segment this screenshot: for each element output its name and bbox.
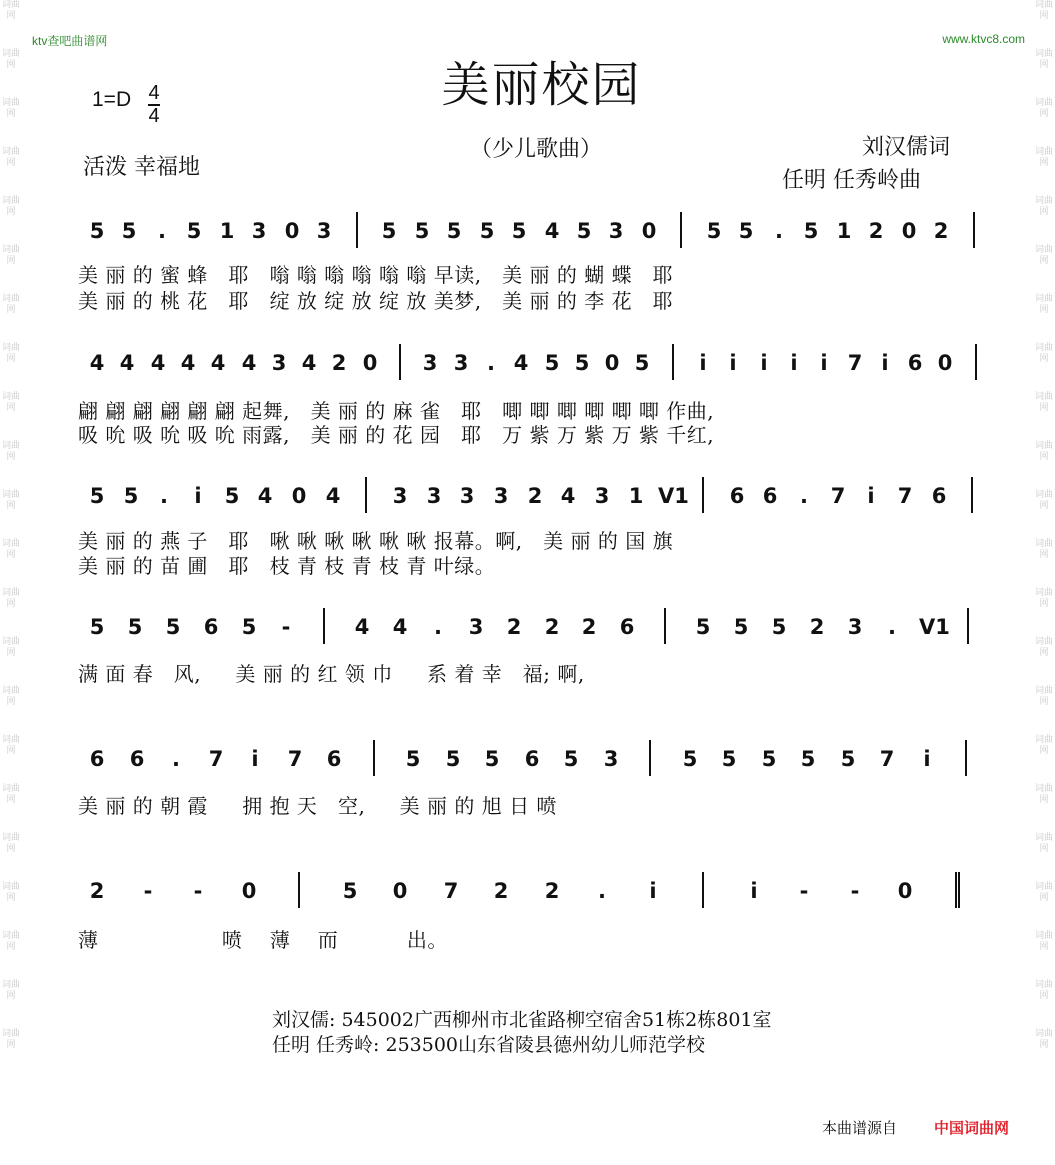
note: 3 (392, 484, 408, 508)
staff-row-3 (86, 483, 995, 523)
note: . (158, 219, 166, 243)
lyric-line: 薄 喷 薄 而 出。 (78, 928, 448, 952)
staff-row-1 (86, 218, 995, 258)
note: 0 (937, 351, 953, 375)
edge-watermark-text: 词曲网 (1, 882, 20, 903)
edge-watermark-text: 词曲网 (1034, 98, 1053, 119)
note: i (923, 747, 931, 771)
edge-watermark-text: 词曲网 (1034, 833, 1053, 854)
note: 4 (392, 615, 408, 639)
note: 4 (544, 219, 560, 243)
note: 4 (560, 484, 576, 508)
edge-watermark-text: 词曲网 (1034, 1029, 1053, 1050)
note: 5 (574, 351, 590, 375)
note: i (729, 351, 737, 375)
right-edge-watermark (1033, 0, 1055, 1165)
note: 5 (803, 219, 819, 243)
note: i (699, 351, 707, 375)
note: 3 (459, 484, 475, 508)
note: 5 (186, 219, 202, 243)
source-name: 中国词曲网 (934, 1120, 1010, 1137)
note: 5 (89, 615, 105, 639)
bar-line (664, 608, 666, 644)
note: 0 (897, 879, 913, 903)
time-signature (148, 83, 160, 127)
bar-line (967, 608, 969, 644)
note: . (487, 351, 495, 375)
note: 4 (89, 351, 105, 375)
composer-credit: 任明 任秀岭曲 (782, 168, 921, 193)
note: 7 (287, 747, 303, 771)
bar-line (702, 477, 704, 513)
edge-watermark-text: 词曲网 (1034, 49, 1053, 70)
note: 6 (729, 484, 745, 508)
note: 5 (706, 219, 722, 243)
note: . (775, 219, 783, 243)
note: 6 (931, 484, 947, 508)
edge-watermark-text: 词曲网 (1, 343, 20, 364)
lyric-line: 满 面 春 风, 美 丽 的 红 领 巾 系 着 幸 福; 啊, (78, 662, 585, 686)
edge-watermark-text: 词曲网 (1, 490, 20, 511)
edge-watermark-text: 词曲网 (1, 49, 20, 70)
bar-line (399, 344, 401, 380)
note: 4 (354, 615, 370, 639)
bar-line (971, 477, 973, 513)
note: 2 (331, 351, 347, 375)
left-edge-watermark (0, 0, 22, 1165)
note: 7 (897, 484, 913, 508)
note: 5 (121, 219, 137, 243)
edge-watermark-text: 词曲网 (1034, 588, 1053, 609)
note: i (820, 351, 828, 375)
edge-watermark-text: 词曲网 (1034, 735, 1053, 756)
note: 3 (847, 615, 863, 639)
edge-watermark-text: 词曲网 (1, 441, 20, 462)
note: 5 (224, 484, 240, 508)
note: 1 (628, 484, 644, 508)
note: 5 (761, 747, 777, 771)
note: 3 (426, 484, 442, 508)
note: 2 (89, 879, 105, 903)
note: 5 (445, 747, 461, 771)
edge-watermark-text: 词曲网 (1034, 882, 1053, 903)
edge-watermark-text: 词曲网 (1034, 196, 1053, 217)
note: . (172, 747, 180, 771)
note: . (160, 484, 168, 508)
note: 6 (524, 747, 540, 771)
note: 0 (901, 219, 917, 243)
note: 3 (316, 219, 332, 243)
bar-line (649, 740, 651, 776)
subtitle: （少儿歌曲） (470, 137, 603, 162)
note: 5 (381, 219, 397, 243)
note: 2 (527, 484, 543, 508)
note: 0 (291, 484, 307, 508)
note: 0 (392, 879, 408, 903)
edge-watermark-text: 词曲网 (1034, 441, 1053, 462)
lyric-line: 美 丽 的 燕 子 耶 啾 啾 啾 啾 啾 啾 报幕。啊, 美 丽 的 国 旗 (78, 529, 674, 553)
edge-watermark-text: 词曲网 (1, 294, 20, 315)
note: - (281, 615, 291, 639)
note: 7 (879, 747, 895, 771)
note: 2 (809, 615, 825, 639)
note: - (850, 879, 860, 903)
staff-row-4 (86, 614, 995, 654)
note: 5 (89, 219, 105, 243)
time-signature-top: 4 (148, 82, 160, 104)
note: 5 (241, 615, 257, 639)
note: . (800, 484, 808, 508)
note: 7 (443, 879, 459, 903)
edge-watermark-text: 词曲网 (1034, 343, 1053, 364)
edge-watermark-text: 词曲网 (1, 0, 20, 21)
note: 7 (208, 747, 224, 771)
note: 3 (468, 615, 484, 639)
edge-watermark-text: 词曲网 (1, 588, 20, 609)
note: 5 (446, 219, 462, 243)
lyric-line: 翩 翩 翩 翩 翩 翩 起舞, 美 丽 的 麻 雀 耶 唧 唧 唧 唧 唧 唧 作曲, (78, 399, 715, 423)
note: 5 (479, 219, 495, 243)
bar-line (298, 872, 300, 908)
lyric-line: 美 丽 的 桃 花 耶 绽 放 绽 放 绽 放 美梦, 美 丽 的 李 花 耶 (78, 289, 674, 313)
note: 2 (868, 219, 884, 243)
site-label-left: ktv查吧曲谱网 (32, 34, 108, 48)
note: 2 (933, 219, 949, 243)
note: i (790, 351, 798, 375)
note: 3 (422, 351, 438, 375)
note: 6 (762, 484, 778, 508)
note: 4 (180, 351, 196, 375)
note: 4 (301, 351, 317, 375)
edge-watermark-text: 词曲网 (1034, 0, 1053, 21)
edge-watermark-text: 词曲网 (1, 735, 20, 756)
note: 5 (127, 615, 143, 639)
note: 2 (506, 615, 522, 639)
note: 0 (362, 351, 378, 375)
edge-watermark-text: 词曲网 (1034, 490, 1053, 511)
address-line-2: 任明 任秀岭: 253500山东省陵县德州幼儿师范学校 (272, 1034, 706, 1056)
lyric-line: 吸 吮 吸 吮 吸 吮 雨露, 美 丽 的 花 园 耶 万 紫 万 紫 万 紫 千红, (78, 423, 715, 447)
note: 5 (771, 615, 787, 639)
note: 5 (123, 484, 139, 508)
site-label-right: www.ktvc8.com (942, 32, 1025, 46)
note: 5 (544, 351, 560, 375)
time-signature-bottom: 4 (148, 105, 160, 127)
note: 5 (800, 747, 816, 771)
edge-watermark-text: 词曲网 (1034, 931, 1053, 952)
source-label: 本曲谱源自 (822, 1120, 898, 1137)
note: 5 (484, 747, 500, 771)
note: i (760, 351, 768, 375)
edge-watermark-text: 词曲网 (1, 637, 20, 658)
note: 3 (594, 484, 610, 508)
note: i (649, 879, 657, 903)
staff-row-2 (86, 350, 995, 390)
note: 7 (847, 351, 863, 375)
bar-line (965, 740, 967, 776)
note: 5 (721, 747, 737, 771)
lyricist-credit: 刘汉儒词 (862, 135, 951, 160)
bar-line (672, 344, 674, 380)
note: 0 (284, 219, 300, 243)
note: i (881, 351, 889, 375)
edge-watermark-text: 词曲网 (1034, 980, 1053, 1001)
note: 2 (544, 615, 560, 639)
note: 4 (119, 351, 135, 375)
edge-watermark-text: 词曲网 (1034, 147, 1053, 168)
lyric-line: 美 丽 的 朝 霞 拥 抱 天 空, 美 丽 的 旭 日 喷 (78, 794, 557, 818)
note: i (750, 879, 758, 903)
edge-watermark-text: 词曲网 (1034, 245, 1053, 266)
key-signature: 1=D (92, 88, 132, 111)
note: 7 (830, 484, 846, 508)
note: 2 (544, 879, 560, 903)
note: 6 (129, 747, 145, 771)
edge-watermark-text: 词曲网 (1, 784, 20, 805)
note: . (434, 615, 442, 639)
note: i (194, 484, 202, 508)
edge-watermark-text: 词曲网 (1, 392, 20, 413)
bar-line (702, 872, 704, 908)
edge-watermark-text: 词曲网 (1, 196, 20, 217)
edge-watermark-text: 词曲网 (1034, 539, 1053, 560)
note: 4 (513, 351, 529, 375)
note: 0 (641, 219, 657, 243)
note: 5 (405, 747, 421, 771)
staff-row-6 (86, 878, 995, 918)
note: 5 (738, 219, 754, 243)
edge-watermark-text: 词曲网 (1, 686, 20, 707)
note: i (867, 484, 875, 508)
note: 5 (682, 747, 698, 771)
edge-watermark-text: 词曲网 (1, 98, 20, 119)
note: V1 (658, 484, 689, 508)
note: 5 (733, 615, 749, 639)
note: V1 (919, 615, 950, 639)
edge-watermark-text: 词曲网 (1034, 294, 1053, 315)
note: 3 (493, 484, 509, 508)
note: . (598, 879, 606, 903)
note: 5 (576, 219, 592, 243)
edge-watermark-text: 词曲网 (1, 980, 20, 1001)
note: i (251, 747, 259, 771)
edge-watermark-text: 词曲网 (1, 931, 20, 952)
bar-line (975, 344, 977, 380)
note: 3 (251, 219, 267, 243)
edge-watermark-text: 词曲网 (1034, 784, 1053, 805)
edge-watermark-text: 词曲网 (1, 539, 20, 560)
tempo-marking: 活泼 幸福地 (83, 155, 200, 180)
note: 4 (210, 351, 226, 375)
note: 2 (581, 615, 597, 639)
bar-line (365, 477, 367, 513)
note: - (193, 879, 203, 903)
lyric-line: 美 丽 的 苗 圃 耶 枝 青 枝 青 枝 青 叶绿。 (78, 554, 496, 578)
note: 5 (511, 219, 527, 243)
note: - (143, 879, 153, 903)
note: - (799, 879, 809, 903)
note: 3 (453, 351, 469, 375)
bar-line (373, 740, 375, 776)
note: 4 (325, 484, 341, 508)
address-line-1: 刘汉儒: 545002广西柳州市北雀路柳空宿舍51栋2栋801室 (272, 1009, 772, 1031)
staff-row-5 (86, 746, 995, 786)
note: 3 (603, 747, 619, 771)
edge-watermark-text: 词曲网 (1, 833, 20, 854)
edge-watermark-text: 词曲网 (1034, 392, 1053, 413)
note: 4 (257, 484, 273, 508)
note: 5 (165, 615, 181, 639)
song-title: 美丽校园 (441, 57, 642, 113)
edge-watermark-text: 词曲网 (1034, 686, 1053, 707)
note: 5 (342, 879, 358, 903)
note: 5 (695, 615, 711, 639)
note: 4 (241, 351, 257, 375)
note: 5 (634, 351, 650, 375)
note: 6 (907, 351, 923, 375)
lyric-line: 美 丽 的 蜜 蜂 耶 嗡 嗡 嗡 嗡 嗡 嗡 早读, 美 丽 的 蝴 蝶 耶 (78, 263, 674, 287)
note: 6 (89, 747, 105, 771)
edge-watermark-text: 词曲网 (1, 147, 20, 168)
note: 3 (608, 219, 624, 243)
note: 5 (840, 747, 856, 771)
note: 6 (619, 615, 635, 639)
edge-watermark-text: 词曲网 (1034, 637, 1053, 658)
note: 6 (203, 615, 219, 639)
bar-line (680, 212, 682, 248)
bar-line (323, 608, 325, 644)
note: 6 (326, 747, 342, 771)
bar-line (955, 872, 960, 908)
note: 1 (219, 219, 235, 243)
edge-watermark-text: 词曲网 (1, 245, 20, 266)
bar-line (973, 212, 975, 248)
edge-watermark-text: 词曲网 (1, 1029, 20, 1050)
note: . (888, 615, 896, 639)
note: 2 (493, 879, 509, 903)
note: 0 (241, 879, 257, 903)
note: 4 (150, 351, 166, 375)
note: 5 (89, 484, 105, 508)
note: 0 (604, 351, 620, 375)
note: 3 (271, 351, 287, 375)
note: 1 (836, 219, 852, 243)
note: 5 (414, 219, 430, 243)
note: 5 (563, 747, 579, 771)
bar-line (356, 212, 358, 248)
